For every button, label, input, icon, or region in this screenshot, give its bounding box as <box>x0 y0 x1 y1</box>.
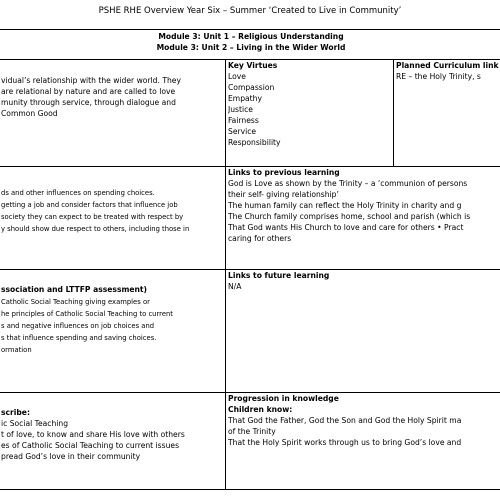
text-line: Common Good <box>1 109 58 118</box>
text-line: caring for others <box>228 234 292 243</box>
assessment-header: ssociation and LTTFP assessment) <box>1 285 148 294</box>
text-line: their self- giving relationship’ <box>228 190 339 199</box>
curriculum-link-header: Planned Curriculum link <box>396 61 499 70</box>
text-line: ds and other influences on spending choices. <box>1 189 155 197</box>
text-line: ormation <box>1 346 32 354</box>
text-line: That God the Father, God the Son and God the Holy Spirit ma <box>228 416 462 425</box>
text-line: N/A <box>228 282 242 291</box>
text-line: pread God’s love in their community <box>1 452 141 461</box>
objectives-text <box>1 187 189 235</box>
key-virtues-header: Key Virtues <box>228 61 278 70</box>
virtue-item: Compassion <box>228 83 275 92</box>
text-line: That the Holy Spirit works through us to bring God’s love and <box>228 438 462 447</box>
virtue-item: Empathy <box>228 94 262 103</box>
text-line: y should show due respect to others, including those in <box>1 225 190 233</box>
text-line: society they can expect to be treated with respect by <box>1 213 184 221</box>
virtue-item: Responsibility <box>228 138 281 147</box>
text-line: vidual’s relationship with the wider world. They <box>1 76 181 85</box>
progression-cell <box>228 393 500 448</box>
text-line: Catholic Social Teaching giving examples or <box>1 298 150 306</box>
page-title: PSHE RHE Overview Year Six – Summer ‘Created to Live in Community’ <box>98 6 402 16</box>
text-line: s and negative influences on job choices and <box>1 322 155 330</box>
virtue-item: Justice <box>228 105 253 114</box>
text-line: munity through service, through dialogue and <box>1 98 176 107</box>
future-learning-header: Links to future learning <box>228 271 330 280</box>
describe-text <box>1 407 185 462</box>
assessment-text <box>1 284 173 356</box>
text-line: That God wants His Church to love and care for others • Pract <box>228 223 464 232</box>
text-line: he principles of Catholic Social Teaching to current <box>1 310 173 318</box>
text-line: s that influence spending and saving choices. <box>1 334 157 342</box>
curriculum-link-cell <box>396 60 500 82</box>
text-line: getting a job and consider factors that influence job <box>1 201 178 209</box>
progression-header: Progression in knowledge <box>228 394 339 403</box>
module-unit-2: Module 3: Unit 2 – Living in the Wider World <box>156 43 346 52</box>
future-learning-cell <box>228 270 500 292</box>
curriculum-link-text: RE – the Holy Trinity, s <box>396 72 481 81</box>
virtue-item: Fairness <box>228 116 259 125</box>
children-know-label: Children know: <box>228 405 293 414</box>
previous-learning-cell <box>228 167 500 244</box>
module-unit-1: Module 3: Unit 1 – Religious Understanding <box>158 32 344 41</box>
text-line: of the Trinity <box>228 427 276 436</box>
text-line: t of love, to know and share His love with others <box>1 430 185 439</box>
virtue-item: Service <box>228 127 257 136</box>
overview-table <box>0 29 500 490</box>
describe-header: scribe: <box>1 408 30 417</box>
virtue-item: Love <box>228 72 246 81</box>
key-virtues-cell <box>228 60 281 148</box>
text-line: The human family can reflect the Holy Trinity in charity and g <box>228 201 462 210</box>
column-divider <box>225 59 226 489</box>
text-line: are relational by nature and are called to love <box>1 87 176 96</box>
text-line: God is Love as shown by the Trinity – a ‘communion of persons <box>228 179 468 188</box>
column-divider <box>393 59 394 166</box>
text-line: ic Social Teaching <box>1 419 69 428</box>
text-line: The Church family comprises home, school and parish (which is <box>228 212 471 221</box>
previous-learning-header: Links to previous learning <box>228 168 340 177</box>
text-line: es of Catholic Social Teaching to current issues <box>1 441 180 450</box>
overview-text <box>1 75 181 119</box>
